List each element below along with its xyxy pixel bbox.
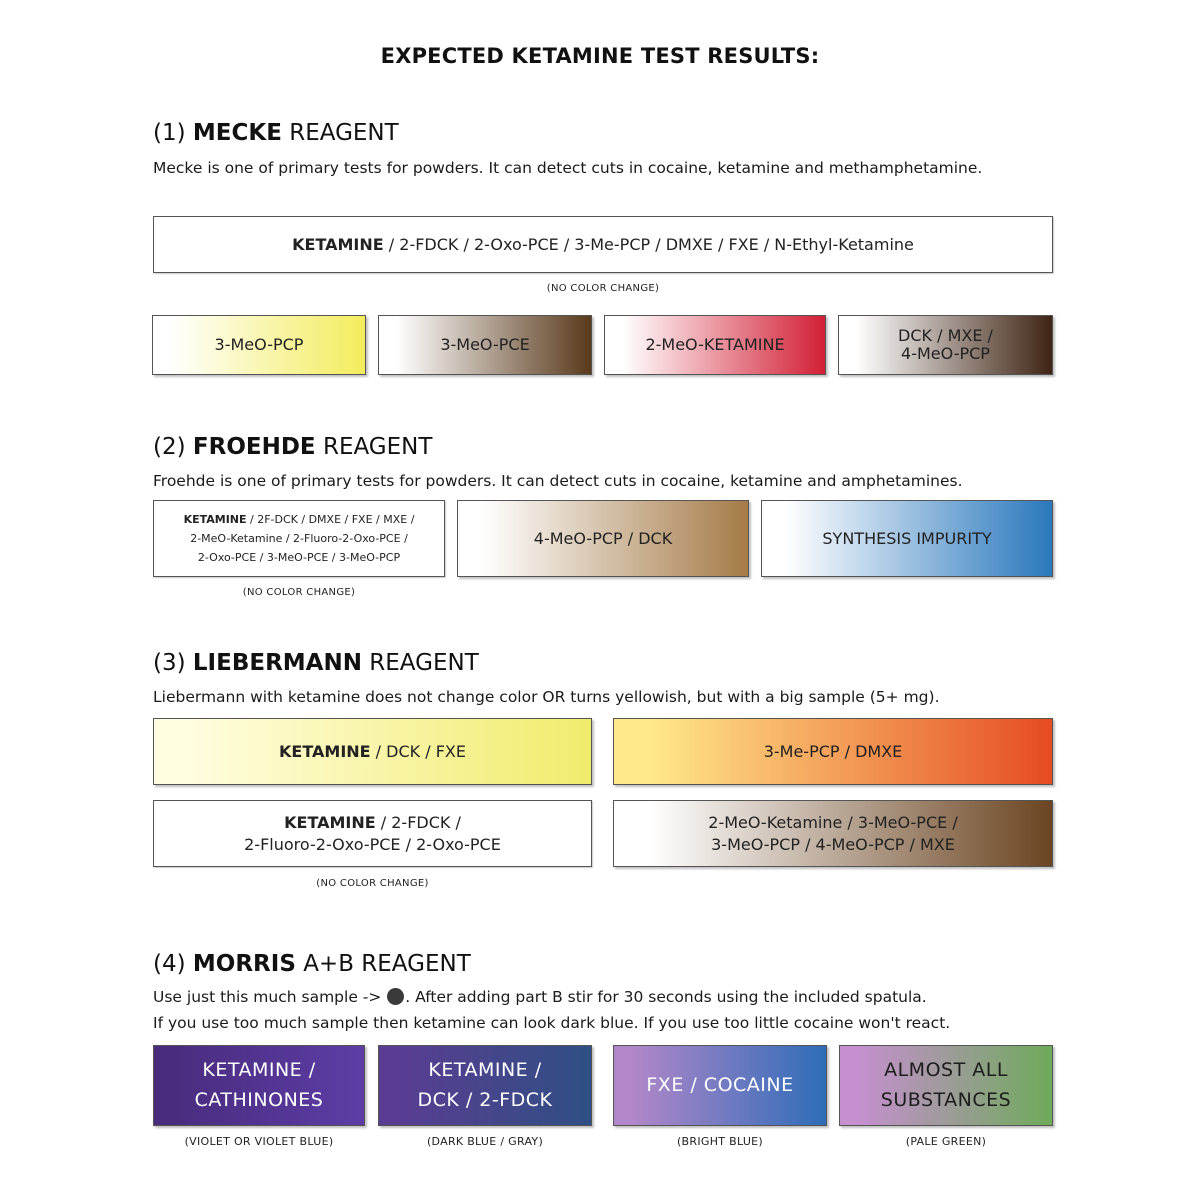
morris-box-line2: DCK / 2-FDCK	[417, 1088, 553, 1111]
froehde-box3-label: SYNTHESIS IMPURITY	[822, 528, 992, 548]
morris-desc1a: Use just this much sample ->	[153, 988, 387, 1006]
mecke-number: (1)	[153, 120, 186, 146]
froehde-box-4meopcp-dck	[457, 500, 749, 577]
liebermann-box1-bold: KETAMINE	[279, 741, 371, 761]
liebermann-description: Liebermann with ketamine does not change color OR turns yellowish, but with a big sample (5+ mg).	[153, 688, 940, 706]
morris-box-pale-green	[839, 1045, 1053, 1126]
mecke-note: (NO COLOR CHANGE)	[546, 283, 660, 294]
morris-heading	[153, 951, 471, 977]
mecke-box-line1: DCK / MXE /	[898, 325, 993, 345]
mecke-suffix: REAGENT	[281, 120, 399, 146]
liebermann-box3-line2: 2-Fluoro-2-Oxo-PCE / 2-Oxo-PCE	[244, 834, 501, 854]
froehde-description: Froehde is one of primary tests for powders. It can detect cuts in cocaine, ketamine and amphetamines.	[153, 472, 963, 490]
liebermann-box-brown	[613, 800, 1053, 867]
mecke-no-change-box	[153, 216, 1053, 273]
morris-description-line1	[153, 988, 927, 1006]
morris-name: MORRIS	[192, 951, 296, 977]
morris-box-line1: KETAMINE /	[202, 1059, 316, 1082]
mecke-box-3meopcp	[152, 315, 366, 375]
liebermann-note: (NO COLOR CHANGE)	[316, 878, 429, 889]
morris-box-line2: SUBSTANCES	[880, 1088, 1012, 1111]
morris-description-line2: If you use too much sample then ketamine can look dark blue. If you use too little cocaine won't react.	[153, 1014, 951, 1032]
morris-number: (4)	[153, 951, 186, 977]
mecke-box-line2: 4-MeO-PCP	[901, 344, 990, 363]
morris-box-violet	[153, 1045, 365, 1126]
mecke-box-dck-mxe	[838, 315, 1053, 375]
page-title: EXPECTED KETAMINE TEST RESULTS:	[380, 44, 820, 68]
mecke-box-3meopce	[378, 315, 592, 375]
liebermann-suffix: REAGENT	[361, 650, 479, 676]
froehde-heading	[153, 434, 432, 460]
morris-note-bright-blue: (BRIGHT BLUE)	[676, 1135, 764, 1148]
liebermann-box4-line1: 2-MeO-Ketamine / 3-MeO-PCE /	[708, 812, 958, 832]
morris-note-dark-blue: (DARK BLUE / GRAY)	[426, 1135, 544, 1148]
morris-suffix: A+B REAGENT	[295, 951, 471, 977]
liebermann-box2-label: 3-Me-PCP / DMXE	[763, 741, 903, 761]
mecke-box-label: 3-MeO-PCE	[440, 335, 530, 355]
liebermann-box-3mepcp-dmxe	[613, 718, 1053, 785]
liebermann-box-ketamine-yellow	[153, 718, 592, 785]
mecke-row1-rest: / 2-FDCK / 2-Oxo-PCE / 3-Me-PCP / DMXE / FXE / N-Ethyl-Ketamine	[383, 234, 914, 254]
froehde-number: (2)	[153, 434, 186, 460]
mecke-heading	[153, 120, 399, 146]
liebermann-box1-rest: / DCK / FXE	[370, 741, 466, 761]
morris-box-line1: ALMOST ALL	[884, 1059, 1008, 1082]
sample-dot-icon	[387, 988, 404, 1005]
liebermann-name: LIEBERMANN	[192, 650, 362, 676]
morris-box-bright-blue	[613, 1045, 827, 1126]
mecke-box-2meoketamine	[604, 315, 826, 375]
morris-box-line1: KETAMINE /	[428, 1059, 542, 1082]
morris-box-dark-blue	[378, 1045, 592, 1126]
froehde-box1-line3: 2-Oxo-PCE / 3-MeO-PCE / 3-MeO-PCP	[197, 551, 401, 565]
froehde-note: (NO COLOR CHANGE)	[242, 587, 356, 598]
liebermann-box4-line2: 3-MeO-PCP / 4-MeO-PCP / MXE	[711, 834, 955, 854]
mecke-row1-bold: KETAMINE	[292, 234, 384, 254]
mecke-name: MECKE	[192, 120, 282, 146]
mecke-box-label: 3-MeO-PCP	[214, 335, 304, 355]
froehde-box1-line2: 2-MeO-Ketamine / 2-Fluoro-2-Oxo-PCE /	[190, 531, 408, 545]
froehde-box2-label: 4-MeO-PCP / DCK	[533, 528, 673, 548]
morris-box-line2: CATHINONES	[194, 1088, 324, 1111]
froehde-name: FROEHDE	[192, 434, 316, 460]
morris-note-violet: (VIOLET OR VIOLET BLUE)	[184, 1135, 334, 1148]
froehde-no-change-box	[153, 500, 445, 577]
liebermann-number: (3)	[153, 650, 186, 676]
mecke-box-label: 2-MeO-KETAMINE	[645, 335, 785, 355]
froehde-box1-bold: KETAMINE	[183, 512, 247, 526]
froehde-box-synthesis-impurity	[761, 500, 1053, 577]
morris-box-line1: FXE / COCAINE	[646, 1073, 794, 1096]
mecke-description: Mecke is one of primary tests for powders. It can detect cuts in cocaine, ketamine and methamphetamine.	[153, 159, 983, 177]
liebermann-no-change-box	[153, 800, 592, 867]
liebermann-heading	[153, 650, 479, 676]
morris-note-pale-green: (PALE GREEN)	[905, 1135, 987, 1148]
liebermann-box3-bold: KETAMINE	[284, 812, 376, 832]
froehde-suffix: REAGENT	[315, 434, 433, 460]
froehde-box1-rest1: / 2F-DCK / DMXE / FXE / MXE /	[246, 512, 415, 526]
liebermann-box3-rest: / 2-FDCK /	[375, 812, 461, 832]
morris-desc1b: . After adding part B stir for 30 seconds using the included spatula.	[405, 988, 927, 1006]
